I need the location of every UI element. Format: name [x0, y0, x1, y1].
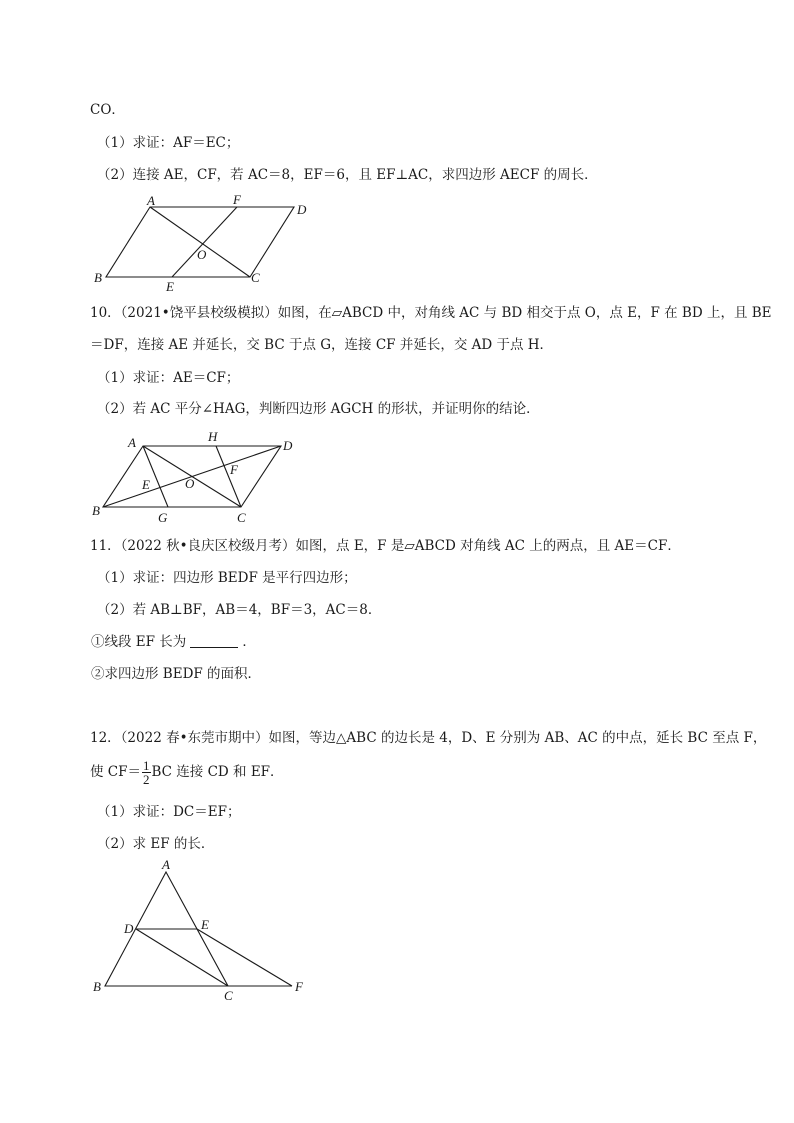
p12-label-B: B: [93, 979, 101, 994]
p12-label-F: F: [295, 979, 303, 994]
p9-label-B: B: [94, 270, 102, 285]
p9-question-1: （1）求证：AF＝EC；: [97, 135, 240, 151]
p11-subquestion-2: ②求四边形 BEDF 的面积．: [91, 666, 262, 682]
p12-label-E: E: [201, 917, 209, 932]
p11-question-2: （2）若 AB⊥BF，AB＝4，BF＝3，AC＝8．: [97, 602, 382, 618]
p9-label-F: F: [233, 192, 241, 207]
answer-blank[interactable]: [190, 633, 238, 648]
p10-label-H: H: [208, 429, 218, 444]
p10-label-E: E: [142, 477, 150, 492]
p10-label-A: A: [128, 435, 136, 450]
p10-label-F: F: [230, 462, 238, 477]
p9-label-A: A: [147, 193, 155, 208]
p12-stem-line-2-post: BC 连接 CD 和 EF．: [151, 764, 284, 780]
p10-question-2: （2）若 AC 平分∠HAG，判断四边形 AGCH 的形状，并证明你的结论．: [97, 401, 540, 417]
p9-question-2: （2）连接 AE，CF，若 AC＝8，EF＝6，且 EF⊥AC，求四边形 AECF 的周长．: [97, 167, 598, 183]
p10-label-C: C: [237, 510, 246, 525]
p10-label-D: D: [283, 438, 293, 453]
fraction-numerator: 1: [143, 758, 150, 773]
p10-label-O: O: [185, 476, 195, 491]
fraction-denominator: 2: [143, 772, 150, 787]
p11-question-1: （1）求证：四边形 BEDF 是平行四边形；: [97, 570, 357, 586]
p9-continuation: CO．: [90, 102, 125, 118]
p12-stem-line-2: [90, 757, 284, 787]
p10-label-G: G: [158, 510, 168, 525]
p11-stem: 11．（2022 秋•良庆区校级月考）如图，点 E，F 是▱ABCD 对角线 AC 上的两点，且 AE＝CF．: [90, 538, 681, 554]
p12-stem-line-1: 12．（2022 春•东莞市期中）如图，等边△ABC 的边长是 4，D、E 分别为 AB、AC 的中点，延长 BC 至点 F，: [90, 730, 767, 746]
p12-question-2: （2）求 EF 的长．: [97, 836, 215, 852]
p9-label-C: C: [251, 270, 260, 285]
p10-stem-line-2: ＝DF，连接 AE 并延长，交 BC 于点 G，连接 CF 并延长，交 AD 于点 H．: [90, 337, 554, 353]
p11-subquestion-1: [91, 633, 256, 651]
p12-question-1: （1）求证：DC＝EF；: [97, 804, 241, 820]
p10-stem-line-1: 10．（2021•饶平县校级模拟）如图，在▱ABCD 中，对角线 AC 与 BD 相交于点 O，点 E，F 在 BD 上，且 BE: [90, 305, 772, 321]
p10-label-B: B: [92, 503, 100, 518]
p11-subquestion-1-end: ．: [242, 634, 256, 650]
p12-label-A: A: [162, 857, 170, 872]
p9-label-E: E: [166, 279, 174, 294]
p12-label-C: C: [224, 988, 233, 1003]
p12-stem-line-2-pre: 使 CF＝: [90, 764, 141, 780]
p11-subquestion-1-text: ①线段 EF 长为: [91, 634, 187, 650]
p9-label-O: O: [197, 247, 207, 262]
fraction-one-half: [142, 759, 151, 786]
p10-question-1: （1）求证：AE＝CF；: [97, 370, 240, 386]
p9-label-D: D: [297, 202, 307, 217]
p12-label-D: D: [124, 921, 134, 936]
